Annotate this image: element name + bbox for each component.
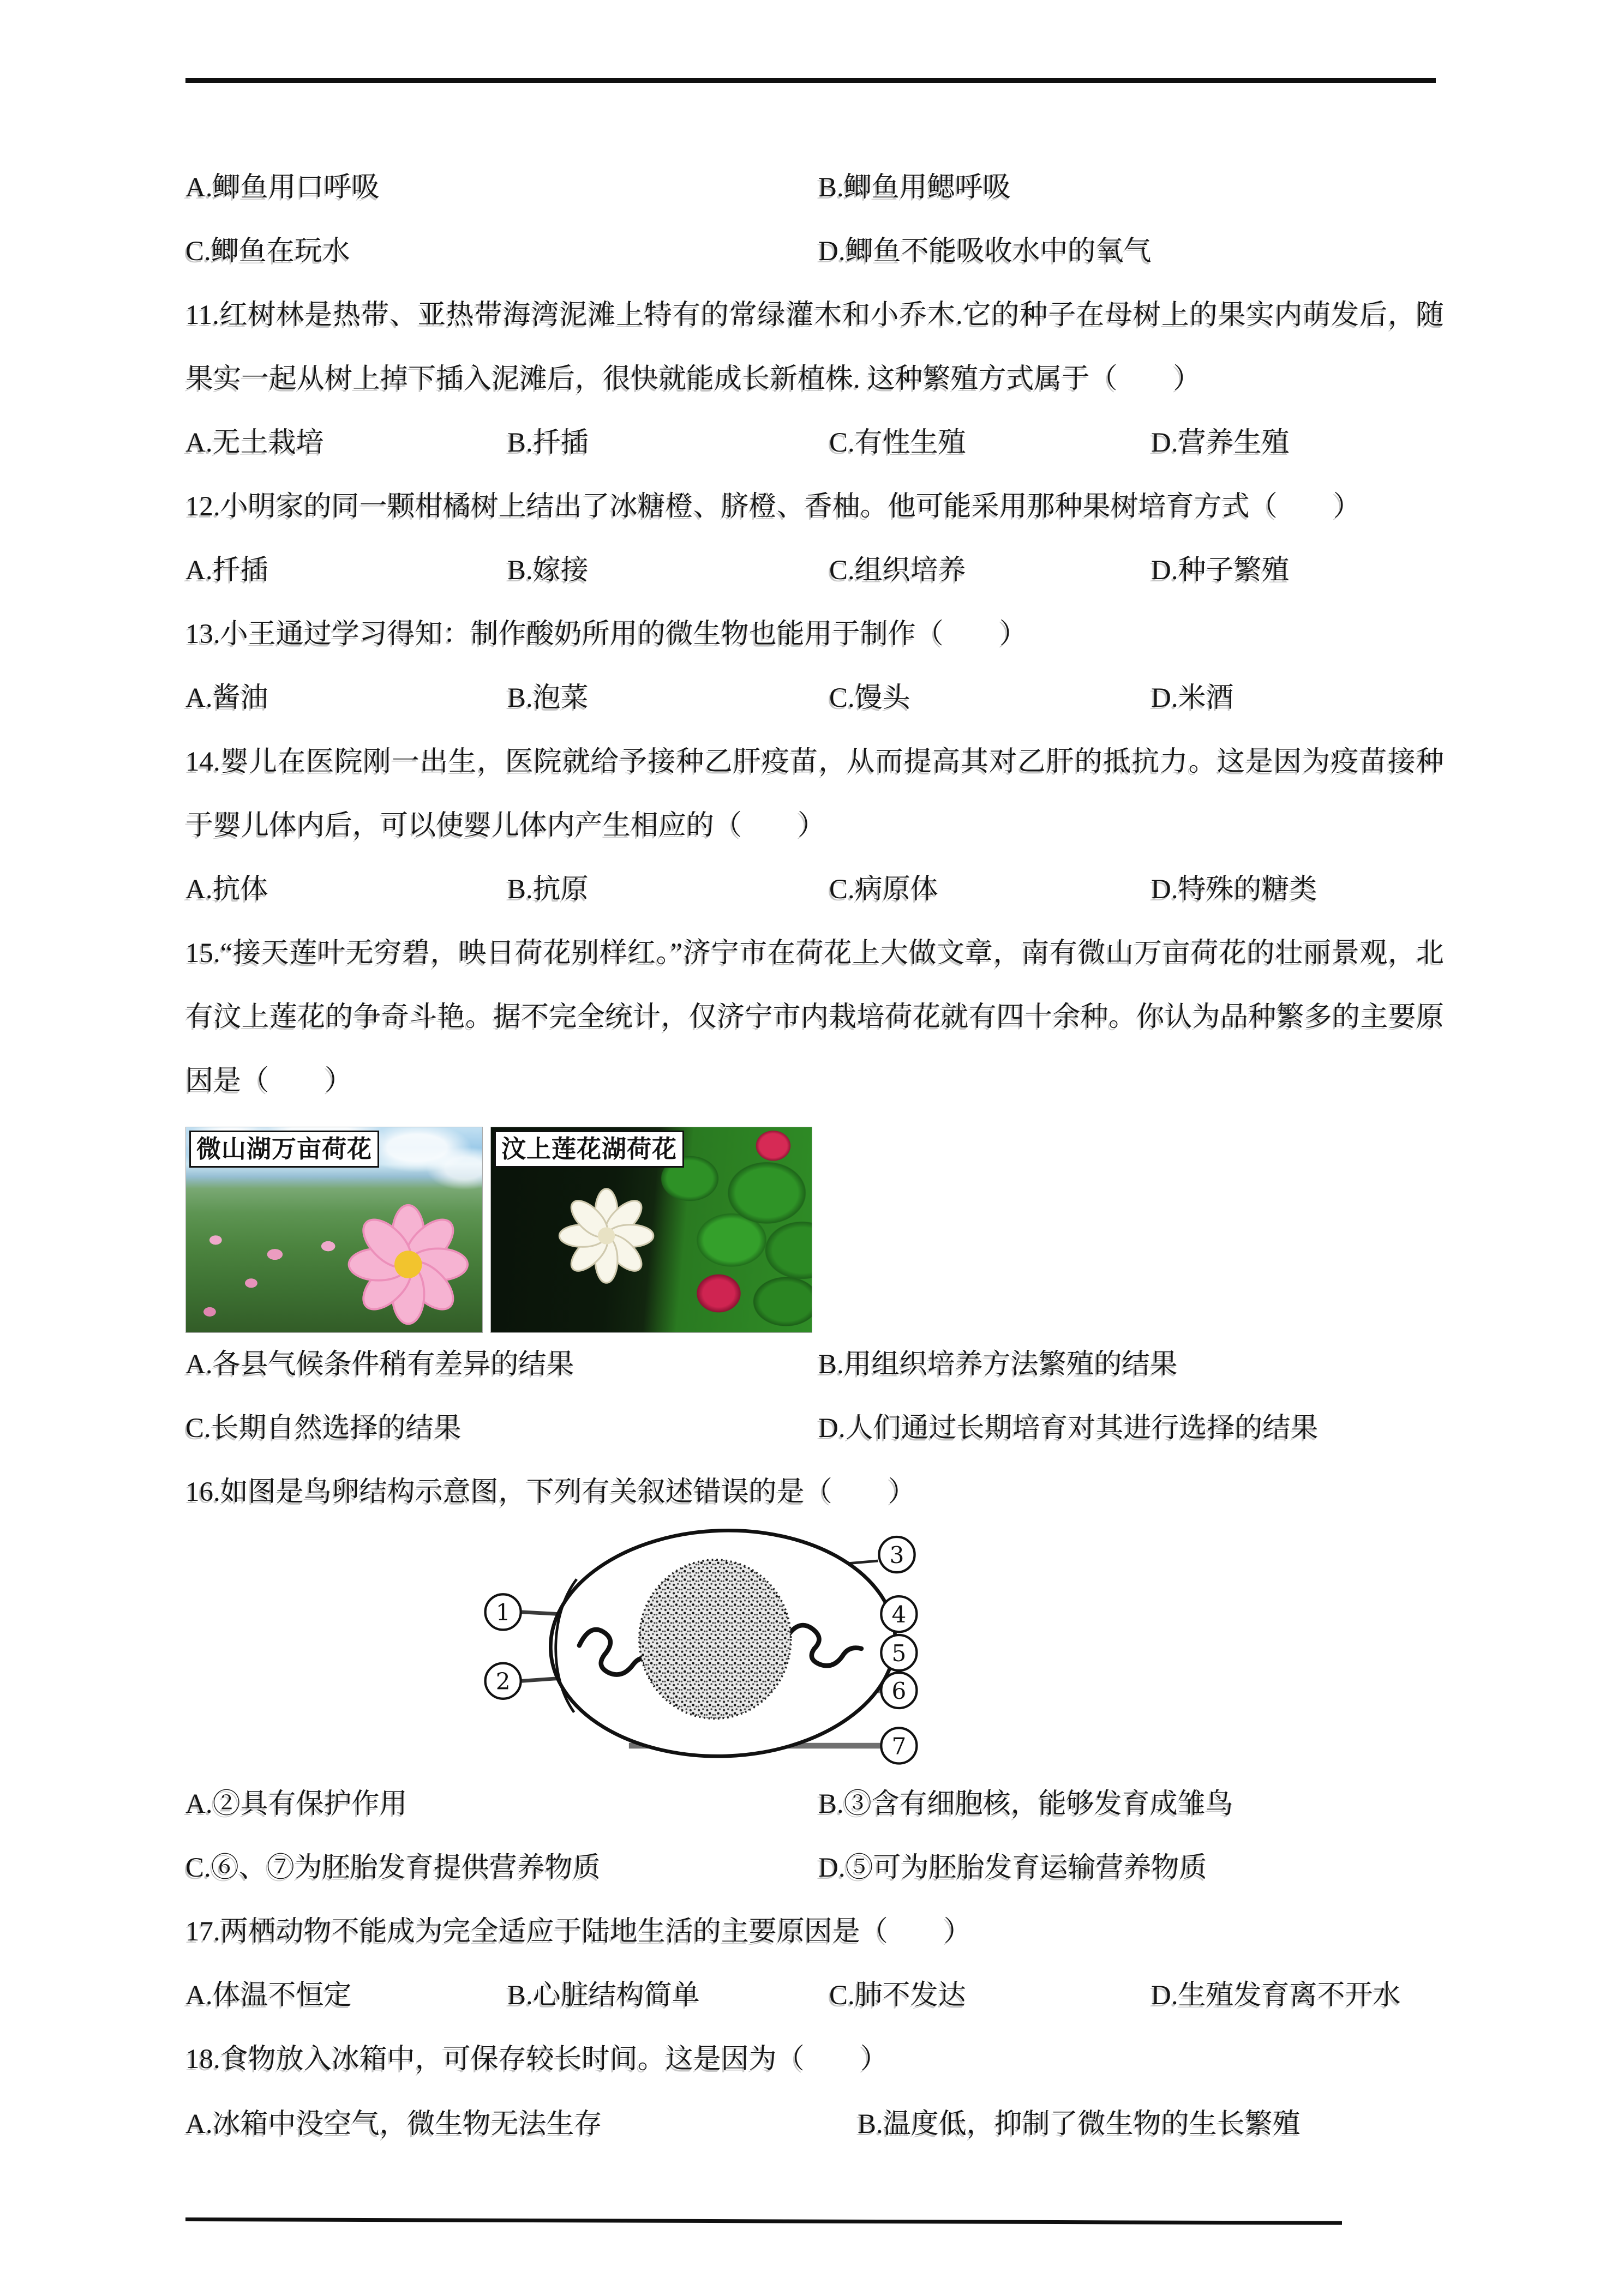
egg-yolk	[639, 1560, 791, 1718]
question-11-option-b: B.扦插	[507, 428, 589, 458]
question-17-option-c: C.肺不发达	[829, 1980, 966, 2011]
question-13-option-d: D.米酒	[1151, 683, 1234, 713]
question-16-options-row-1	[185, 1772, 1444, 1836]
footer-rule	[185, 2217, 1342, 2225]
question-11-option-a: A.无土栽培	[185, 428, 324, 458]
question-15-option-d: D.人们通过长期培育对其进行选择的结果	[818, 1413, 1319, 1444]
weishan-lake-lotus-photo	[185, 1127, 483, 1333]
pink-lotus-flower-icon	[337, 1201, 480, 1328]
question-13-option-a: A.酱油	[185, 683, 268, 713]
question-10-options-row-1	[185, 156, 1444, 220]
bird-egg-diagram	[185, 1524, 1444, 1772]
question-18-option-a: A.冰箱中没空气，微生物无法生存	[185, 2109, 602, 2139]
question-10-option-a: A.鲫鱼用口呼吸	[185, 172, 380, 203]
question-15-options-row-2	[185, 1397, 1444, 1460]
lotus-figure	[185, 1127, 1444, 1333]
photo-caption-left: 微山湖万亩荷花	[189, 1131, 379, 1168]
question-16-option-a: A.②具有保护作用	[185, 1789, 408, 1819]
question-14-options	[185, 858, 1444, 922]
label-digit-1: 1	[495, 1599, 511, 1626]
question-11-option-c: C.有性生殖	[829, 428, 966, 458]
header-rule	[185, 78, 1436, 83]
white-lotus-flower-icon	[542, 1185, 670, 1287]
question-15-option-c: C.长期自然选择的结果	[185, 1413, 462, 1444]
question-11-text: 11.红树林是热带、亚热带海湾泥滩上特有的常绿灌木和小乔木.它的种子在母树上的果实内萌发后，随果实一起从树上掉下插入泥滩后，很快就能成长新植株. 这种繁殖方式属于（ ）	[185, 300, 1444, 394]
label-digit-5: 5	[891, 1639, 907, 1667]
photo-caption-right: 汶上莲花湖荷花	[494, 1131, 684, 1168]
question-13-options	[185, 666, 1444, 730]
question-14-option-c: C.病原体	[829, 874, 938, 905]
question-17-option-b: B.心脏结构简单	[507, 1980, 700, 2011]
question-15-options-row-1	[185, 1333, 1444, 1397]
question-13-text: 13.小王通过学习得知：制作酸奶所用的微生物也能用于制作（ ）	[185, 619, 1027, 650]
question-11-option-d: D.营养生殖	[1151, 428, 1290, 458]
label-digit-6: 6	[891, 1677, 907, 1704]
question-14-text: 14.婴儿在医院刚一出生，医院就给予接种乙肝疫苗，从而提高其对乙肝的抵抗力。这是因为疫苗接种于婴儿体内后，可以使婴儿体内产生相应的（ ）	[185, 747, 1444, 841]
question-12-option-b: B.嫁接	[507, 555, 589, 586]
question-17-options	[185, 1964, 1444, 2028]
label-digit-7: 7	[891, 1733, 907, 1760]
question-16-options-row-2	[185, 1836, 1444, 1900]
exam-content	[0, 156, 1624, 2156]
question-18-options-row-1	[185, 2093, 1444, 2156]
question-12-option-d: D.种子繁殖	[1151, 555, 1290, 586]
question-10-option-b: B.鲫鱼用鳃呼吸	[818, 172, 1011, 203]
label-digit-3: 3	[889, 1541, 904, 1568]
question-15-text: 15.“接天莲叶无穷碧，映日荷花别样红。”济宁市在荷花上大做文章，南有微山万亩荷花的壮丽景观，北有汶上莲花的争奇斗艳。据不完全统计，仅济宁市内栽培荷花就有四十余种。你认为品种繁多的主要原因是（ ）	[185, 938, 1444, 1096]
question-16-option-b: B.③含有细胞核，能够发育成雏鸟	[818, 1789, 1233, 1819]
question-11-options	[185, 411, 1444, 475]
question-17-option-a: A.体温不恒定	[185, 1980, 352, 2011]
question-12-options	[185, 539, 1444, 603]
question-18-option-b: B.温度低，抑制了微生物的生长繁殖	[858, 2109, 1301, 2139]
question-18-text: 18.食物放入冰箱中，可保存较长时间。这是因为（ ）	[185, 2044, 888, 2075]
question-10-option-d: D.鲫鱼不能吸收水中的氧气	[818, 236, 1152, 267]
question-13-option-c: C.馒头	[829, 683, 910, 713]
question-12-text: 12.小明家的同一颗柑橘树上结出了冰糖橙、脐橙、香柚。他可能采用那种果树培育方式（ ）	[185, 491, 1361, 522]
question-13-option-b: B.泡菜	[507, 683, 589, 713]
question-10-options-row-2	[185, 220, 1444, 284]
question-14-option-a: A.抗体	[185, 874, 268, 905]
question-15-option-b: B.用组织培养方法繁殖的结果	[818, 1349, 1178, 1380]
question-16-option-c: C.⑥、⑦为胚胎发育提供营养物质	[185, 1853, 601, 1883]
question-12-option-c: C.组织培养	[829, 555, 966, 586]
question-16-option-d: D.⑤可为胚胎发育运输营养物质	[818, 1853, 1207, 1883]
question-14-option-d: D.特殊的糖类	[1151, 874, 1317, 905]
question-16-text: 16.如图是鸟卵结构示意图，下列有关叙述错误的是（ ）	[185, 1477, 916, 1507]
question-12-option-a: A.扦插	[185, 555, 268, 586]
question-17-option-d: D.生殖发育离不开水	[1151, 1980, 1401, 2011]
label-digit-2: 2	[495, 1668, 511, 1695]
question-17-text: 17.两栖动物不能成为完全适应于陆地生活的主要原因是（ ）	[185, 1916, 972, 1947]
question-14-option-b: B.抗原	[507, 874, 589, 905]
wenshang-lotus-photo	[490, 1127, 812, 1333]
question-10-option-c: C.鲫鱼在玩水	[185, 236, 350, 267]
question-15-option-a: A.各县气候条件稍有差异的结果	[185, 1349, 574, 1380]
label-digit-4: 4	[891, 1601, 907, 1628]
